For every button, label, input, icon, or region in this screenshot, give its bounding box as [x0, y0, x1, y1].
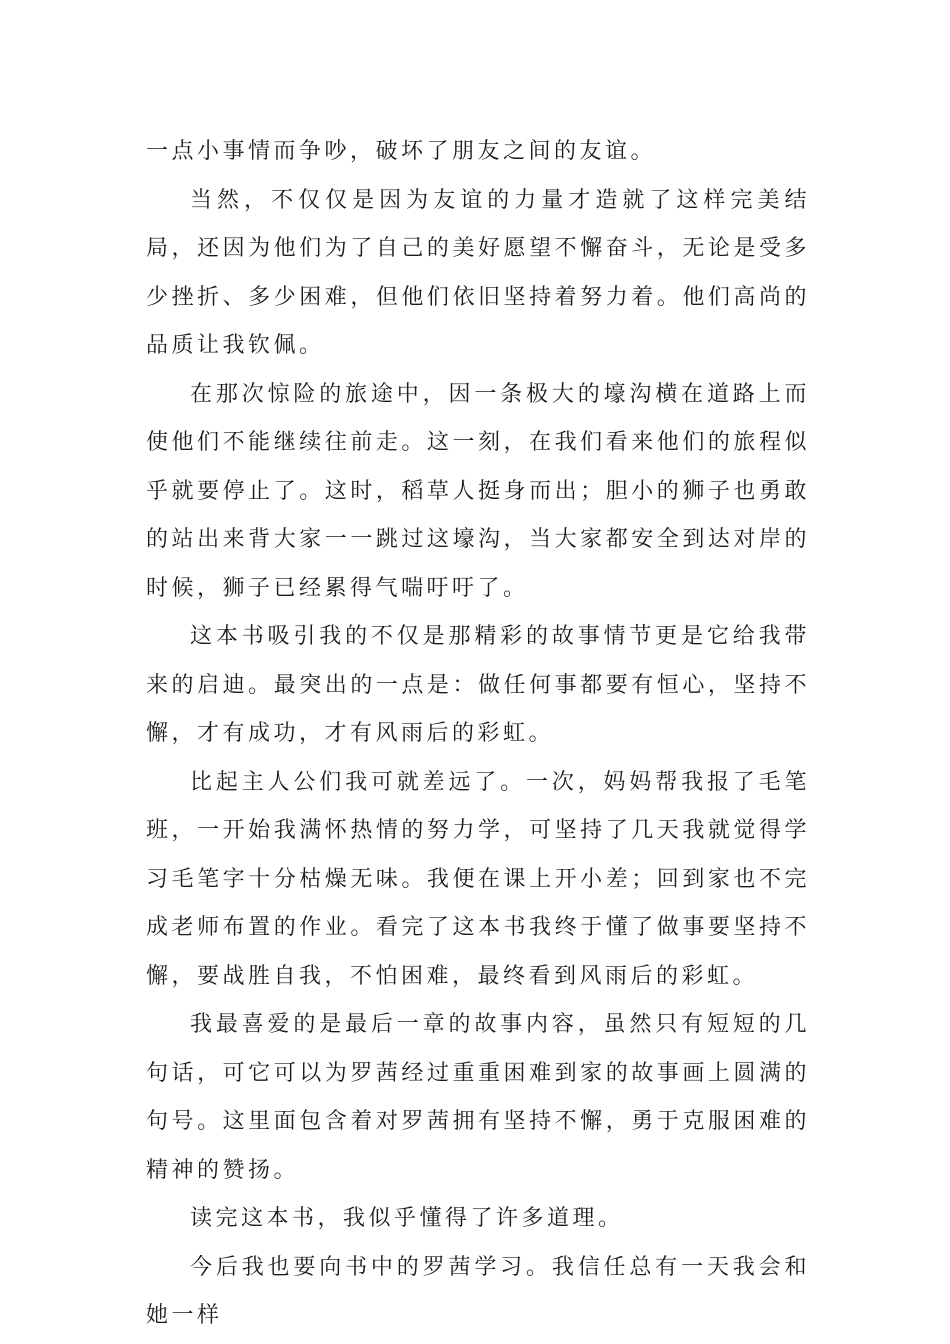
paragraph: 比起主人公们我可就差远了。一次，妈妈帮我报了毛笔班，一开始我满怀热情的努力学，可坚持了几天我就觉得学习毛笔字十分枯燥无味。我便在课上开小差；回到家也不完成老师布置的作业。看完了这本书我终于懂了做事要坚持不懈，要战胜自我，不怕困难，最终看到风雨后的彩虹。 [146, 769, 810, 989]
paragraph: 一点小事情而争吵，破坏了朋友之间的友谊。 [146, 139, 657, 164]
paragraph: 当然，不仅仅是因为友谊的力量才造就了这样完美结局，还因为他们为了自己的美好愿望不懈奋斗，无论是受多少挫折、多少困难，但他们依旧坚持着努力着。他们高尚的品质让我钦佩。 [146, 187, 810, 358]
body-text [146, 128, 810, 1341]
paragraph: 我最喜爱的是最后一章的故事内容，虽然只有短短的几句话，可它可以为罗茜经过重重困难到家的故事画上圆满的句号。这里面包含着对罗茜拥有坚持不懈，勇于克服困难的精神的赞扬。 [146, 1012, 810, 1183]
paragraph: 这本书吸引我的不仅是那精彩的故事情节更是它给我带来的启迪。最突出的一点是：做任何事都要有恒心，坚持不懈，才有成功，才有风雨后的彩虹。 [146, 624, 810, 746]
paragraph: 在那次惊险的旅途中，因一条极大的壕沟横在道路上而使他们不能继续往前走。这一刻，在我们看来他们的旅程似乎就要停止了。这时，稻草人挺身而出；胆小的狮子也勇敢的站出来背大家一一跳过这壕沟，当大家都安全到达对岸的时候，狮子已经累得气喘吁吁了。 [146, 381, 810, 601]
paragraph: 今后我也要向书中的罗茜学习。我信任总有一天我会和她一样 [146, 1254, 810, 1328]
paragraph: 读完这本书，我似乎懂得了许多道理。 [190, 1206, 624, 1231]
